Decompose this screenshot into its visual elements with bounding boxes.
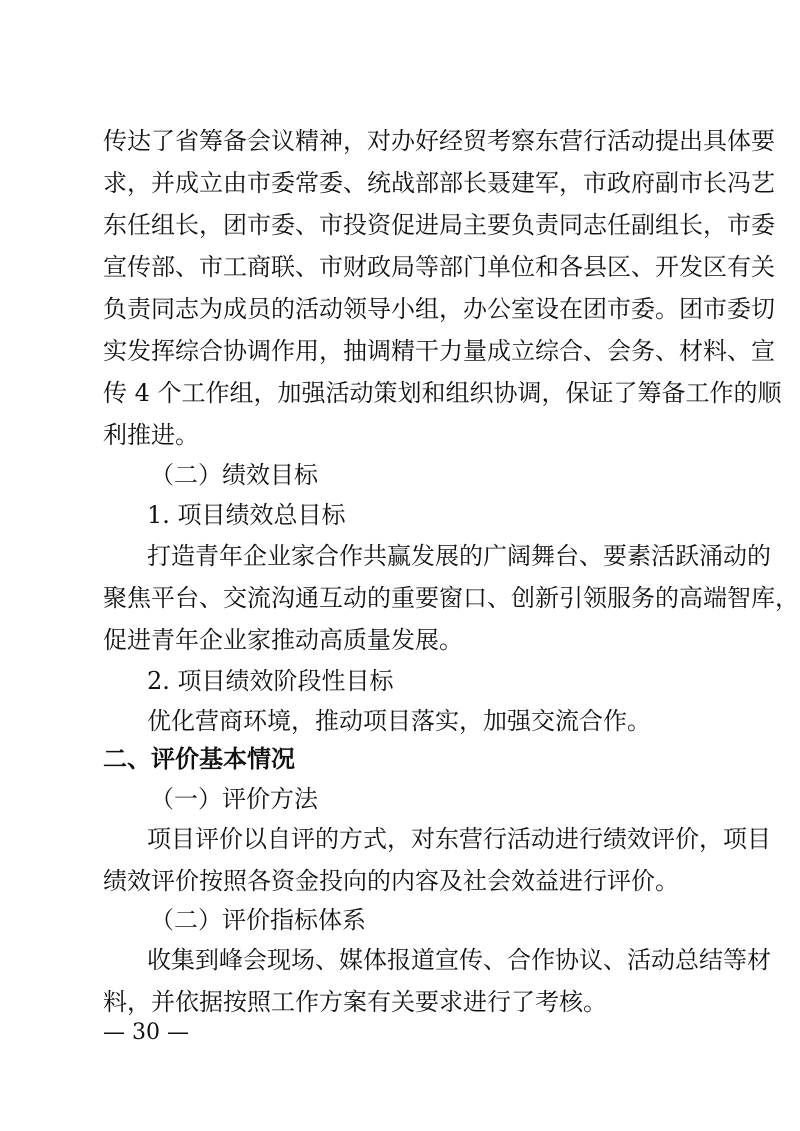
body-text-line: 实发挥综合协调作用，抽调精干力量成立综合、会务、材料、宣	[103, 337, 775, 365]
body-text-line: 传 4 个工作组，加强活动策划和组织协调，保证了筹备工作的顺	[103, 379, 782, 407]
body-text-line: 料，并依据按照工作方案有关要求进行了考核。	[103, 988, 607, 1016]
body-text-line: 优化营商环境，推动项目落实，加强交流合作。	[147, 707, 651, 735]
subheading-evaluation-method: （一）评价方法	[150, 785, 318, 813]
body-text-line: 负责同志为成员的活动领导小组，办公室设在团市委。团市委切	[103, 295, 775, 323]
body-text-line: 宣传部、市工商联、市财政局等部门单位和各县区、开发区有关	[103, 253, 775, 281]
body-text-line: 收集到峰会现场、媒体报道宣传、合作协议、活动总结等材	[147, 946, 771, 974]
body-text-line: 利推进。	[103, 421, 199, 449]
body-text-line: 打造青年企业家合作共赢发展的广阔舞台、要素活跃涌动的	[147, 542, 771, 570]
body-text-line: 聚焦平台、交流沟通互动的重要窗口、创新引领服务的高端智库，	[103, 584, 799, 612]
body-text-line: 东任组长，团市委、市投资促进局主要负责同志任副组长，市委	[103, 211, 775, 239]
body-text-line: 传达了省筹备会议精神，对办好经贸考察东营行活动提出具体要	[103, 127, 775, 155]
body-text-line: 求，并成立由市委常委、统战部部长聂建军，市政府副市长冯艺	[103, 169, 775, 197]
page-number: — 30 —	[103, 1020, 189, 1045]
section-heading-evaluation: 二、评价基本情况	[103, 745, 295, 773]
subheading-performance-goals: （二）绩效目标	[150, 461, 318, 489]
body-text-line: 项目评价以自评的方式，对东营行活动进行绩效评价，项目	[147, 825, 771, 853]
body-text-line: 绩效评价按照各资金投向的内容及社会效益进行评价。	[103, 867, 679, 895]
subheading-indicator-system: （二）评价指标体系	[150, 906, 366, 934]
item-title-overall-goal: 1. 项目绩效总目标	[147, 501, 346, 529]
item-title-stage-goal: 2. 项目绩效阶段性目标	[147, 667, 394, 695]
body-text-line: 促进青年企业家推动高质量发展。	[103, 626, 463, 654]
